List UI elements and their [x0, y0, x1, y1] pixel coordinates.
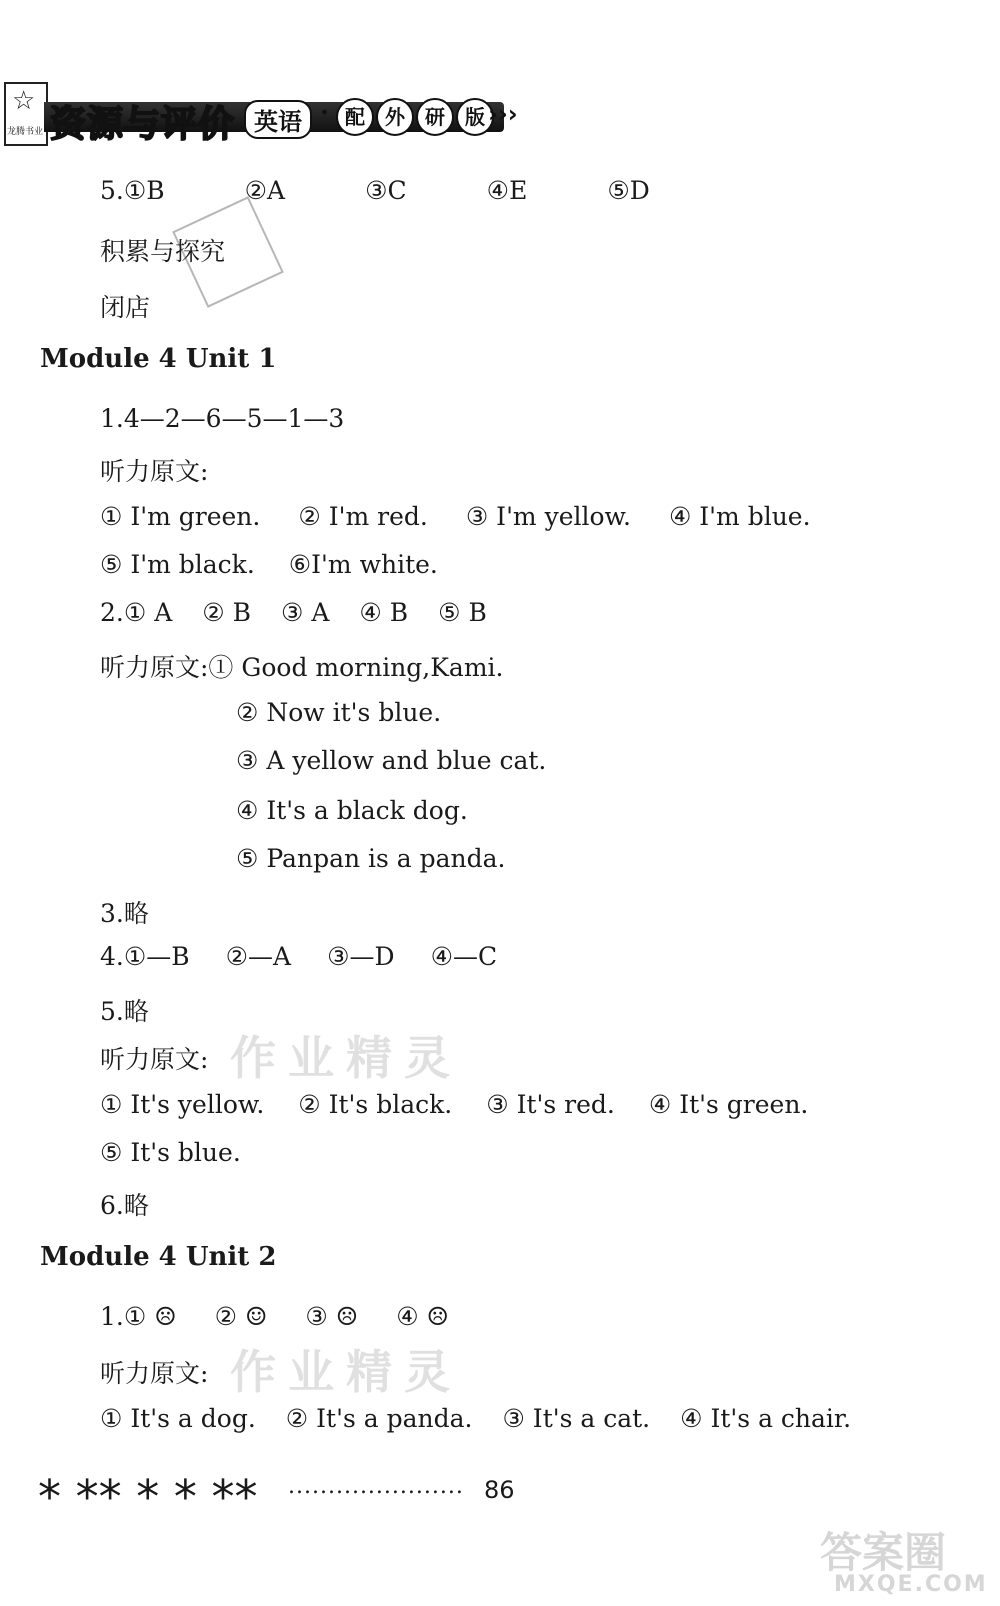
- transcript-line: 听力原文:① Good morning,Kami.: [100, 653, 504, 682]
- section-heading: 积累与探究: [100, 237, 226, 266]
- answer-line: 3.略: [100, 899, 149, 928]
- footer-leader: ......................: [288, 1474, 464, 1499]
- logo-subtext: 龙腾书业: [7, 127, 44, 137]
- answer-line: 1.① ☹ ② ☺ ③ ☹ ④ ☹: [100, 1302, 449, 1331]
- transcript-line: ① It's yellow. ② It's black. ③ It's red. ④ It's green.: [100, 1090, 809, 1119]
- subject-badge: 英语: [244, 100, 312, 139]
- watermark: 作业精灵: [230, 1031, 462, 1085]
- transcript-label: 听力原文:: [100, 457, 209, 486]
- transcript-line: ⑤ Panpan is a panda.: [236, 844, 506, 873]
- star-icon: ☆: [12, 86, 36, 116]
- corner-watermark: [820, 1520, 990, 1598]
- module-heading: Module 4 Unit 2: [40, 1242, 277, 1272]
- answer-line: 4.①—B ②—A ③—D ④—C: [100, 942, 498, 971]
- answer-line: 闭店: [100, 293, 151, 322]
- page-header: [0, 62, 520, 152]
- transcript-line: ① I'm green. ② I'm red. ③ I'm yellow. ④ I'm blue.: [100, 502, 811, 531]
- module-heading: Module 4 Unit 1: [40, 344, 277, 374]
- edition-char: 外: [376, 98, 414, 136]
- publisher-logo: [4, 82, 48, 146]
- edition-char: 版: [456, 98, 494, 136]
- edition-char: 研: [416, 98, 454, 136]
- separator-dot: ·: [320, 98, 330, 128]
- answer-line: 1.4—2—6—5—1—3: [100, 404, 345, 433]
- transcript-line: ⑤ I'm black. ⑥I'm white.: [100, 550, 438, 579]
- transcript-line: ② Now it's blue.: [236, 698, 442, 727]
- answer-line: 2.① A ② B ③ A ④ B ⑤ B: [100, 598, 487, 627]
- book-title: 资源与评价: [50, 104, 236, 145]
- chevron-right-icon: ›››: [488, 100, 518, 128]
- answer-line: 5.①B ②A ③C ④E ⑤D: [100, 176, 650, 205]
- answer-line: 6.略: [100, 1191, 149, 1220]
- edition-char: 配: [336, 98, 374, 136]
- page-number: 86: [484, 1476, 515, 1504]
- watermark: 作业精灵: [230, 1345, 462, 1399]
- transcript-label: 听力原文:: [100, 1359, 209, 1388]
- footer-stars: * ** * * **: [38, 1470, 258, 1524]
- answer-line: 5.略: [100, 997, 149, 1026]
- transcript-line: ④ It's a black dog.: [236, 796, 468, 825]
- corner-watermark-url: MXQE.COM: [834, 1572, 988, 1597]
- transcript-line: ③ A yellow and blue cat.: [236, 746, 547, 775]
- transcript-line: ① It's a dog. ② It's a panda. ③ It's a cat. ④ It's a chair.: [100, 1404, 852, 1433]
- transcript-label: 听力原文:: [100, 1045, 209, 1074]
- edition-badges: [336, 98, 494, 136]
- corner-watermark-text: 答案圈: [820, 1528, 947, 1577]
- transcript-line: ⑤ It's blue.: [100, 1138, 241, 1167]
